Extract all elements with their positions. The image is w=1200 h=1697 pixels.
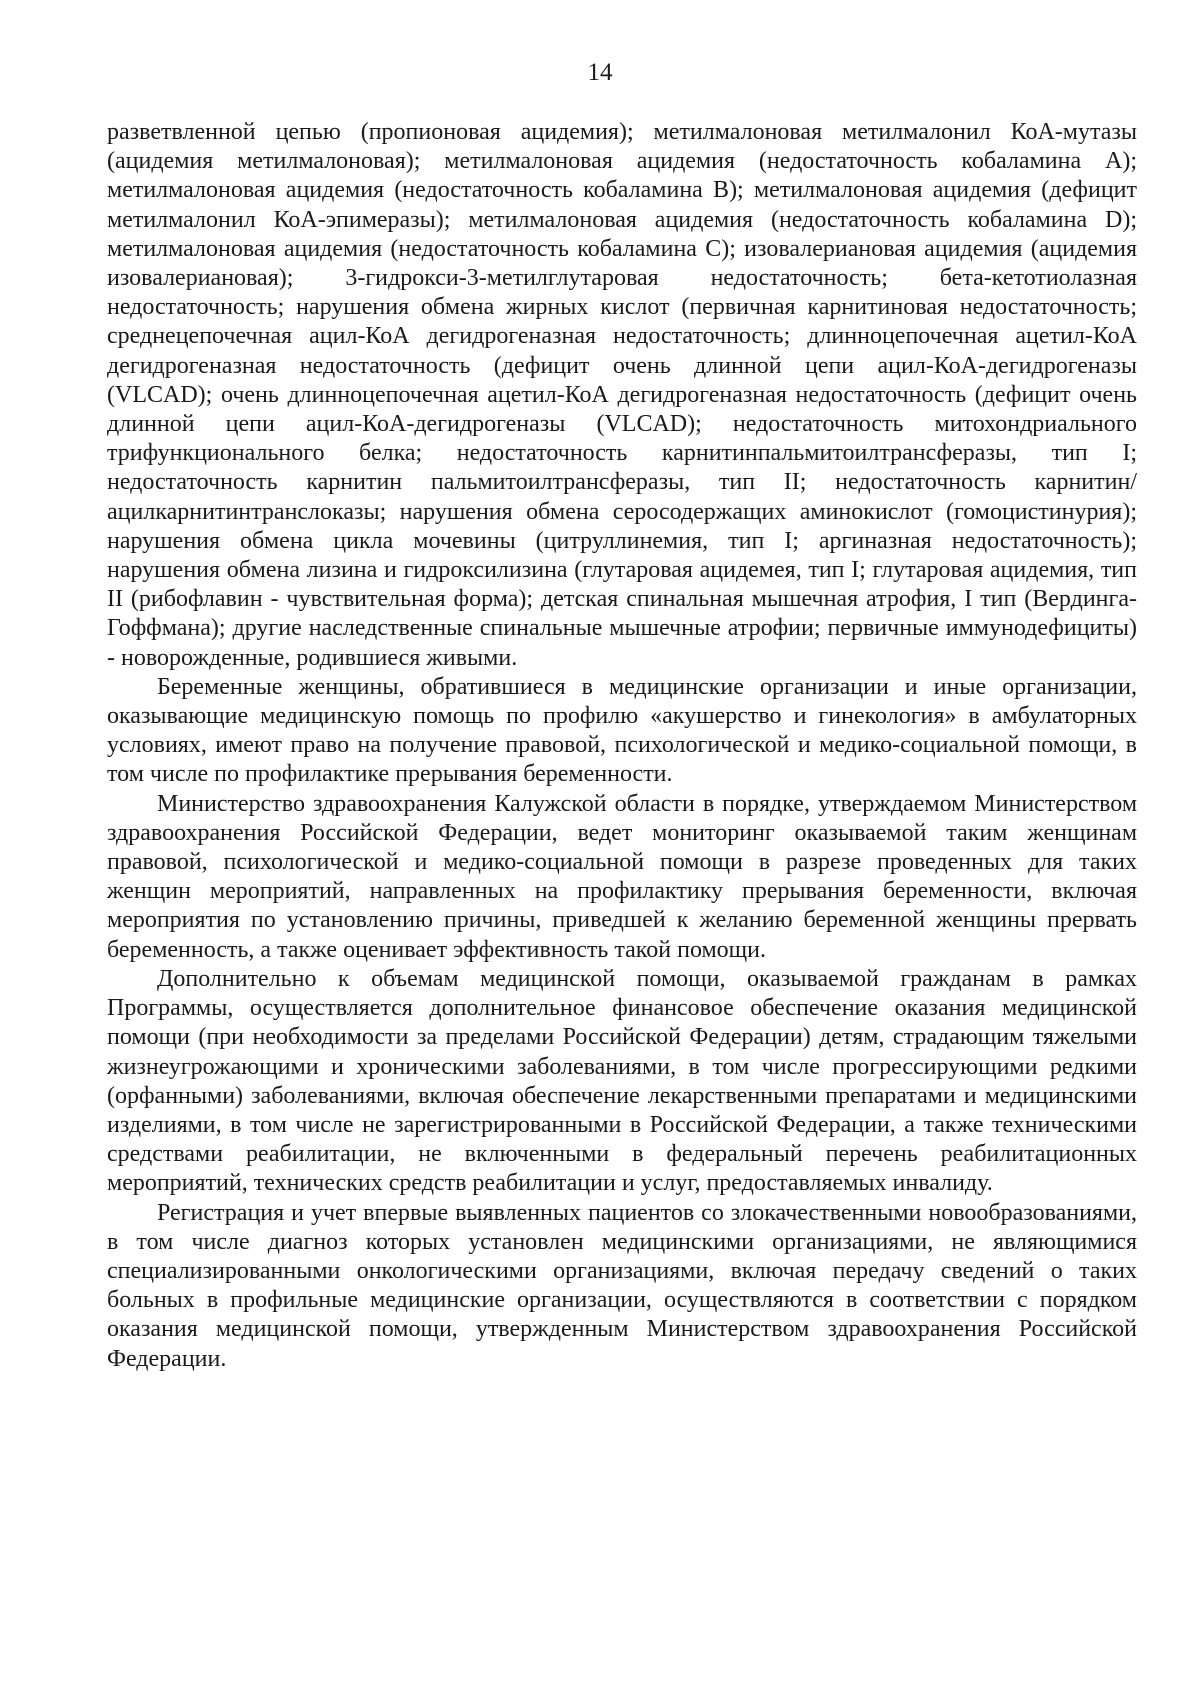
paragraph-metabolic-disorders-list: разветвленной цепью (пропионовая ацидемия); метилмалоновая метилмалонил КоА-мутазы (ацидемия метилмалоновая); метилмалоновая ацидемия (недостаточность кобаламина А); метилмалоновая ацидемия (недостаточность кобаламина В); метилмалоновая ацидемия (дефицит метилмалонил КоА-эпимеразы); метилмалоновая ацидемия (недостаточность кобаламина D); метилмалоновая ацидемия (недостаточность кобаламина С); изовалериановая ацидемия (ацидемия изовалериановая); 3-гидрокси-3-метилглутаровая недостаточность; бета-кетотиолазная недостаточность; нарушения обмена жирных кислот (первичная карнитиновая недостаточность; среднецепочечная ацил-КоА дегидрогеназная недостаточность; длинноцепочечная ацетил-КоА дегидрогеназная недостаточность (дефицит очень длинной цепи ацил-КоА-дегидрогеназы (VLCAD); очень длинноцепочечная ацетил-КоА дегидрогеназная недостаточность (дефицит очень длинной цепи ацил-КоА-дегидрогеназы (VLCAD); недостаточность митохондриального трифункционального белка; недостаточность карнитинпальмитоилтрансферазы, тип I; недостаточность карнитин пальмитоилтрансферазы, тип II; недостаточность карнитин/ацилкарнитинтранслоказы; нарушения обмена серосодержащих аминокислот (гомоцистинурия); нарушения обмена цикла мочевины (цитруллинемия, тип I; аргиназная недостаточность); нарушения обмена лизина и гидроксилизина (глутаровая ацидемея, тип I; глутаровая ацидемия, тип II (рибофлавин - чувствительная форма); детская спинальная мышечная атрофия, I тип (Вердинга-Гоффмана); другие наследственные спинальные мышечные атрофии; первичные иммунодефициты) - новорожденные, родившиеся живыми. xyxy=(107,119,1137,671)
document-body xyxy=(107,118,1137,1374)
page-number: 14 xyxy=(587,59,613,86)
paragraph-ministry-monitoring: Министерство здравоохранения Калужской области в порядке, утверждаемом Министерством здравоохранения Российской Федерации, ведет мониторинг оказываемой таким женщинам правовой, психологической и медико-социальной помощи в разрезе проведенных для таких женщин мероприятий, направленных на профилактику прерывания беременности, включая мероприятия по установлению причины, приведшей к желанию беременной женщины прервать беременность, а также оценивает эффективность такой помощи. xyxy=(107,790,1137,963)
paragraph-oncology-registration: Регистрация и учет впервые выявленных пациентов со злокачественными новообразованиями, в том числе диагноз которых установлен медицинскими организациями, не являющимися специализированными онкологическими организациями, включая передачу сведений о таких больных в профильные медицинские организации, осуществляются в соответствии с порядком оказания медицинской помощи, утвержденным Министерством здравоохранения Российской Федерации. xyxy=(107,1199,1137,1372)
paragraph-pregnant-women-rights: Беременные женщины, обратившиеся в медицинские организации и иные организации, оказывающие медицинскую помощь по профилю «акушерство и гинекология» в амбулаторных условиях, имеют право на получение правовой, психологической и медико-социальной помощи, в том числе по профилактике прерывания беременности. xyxy=(107,673,1137,788)
paragraph-additional-financing: Дополнительно к объемам медицинской помощи, оказываемой гражданам в рамках Программы, осуществляется дополнительное финансовое обеспечение оказания медицинской помощи (при необходимости за пределами Российской Федерации) детям, страдающим тяжелыми жизнеугрожающими и хроническими заболеваниями, в том числе прогрессирующими редкими (орфанными) заболеваниями, включая обеспечение лекарственными препаратами и медицинскими изделиями, в том числе не зарегистрированными в Российской Федерации, а также техническими средствами реабилитации, не включенными в федеральный перечень реабилитационных мероприятий, технических средств реабилитации и услуг, предоставляемых инвалиду. xyxy=(107,965,1137,1197)
